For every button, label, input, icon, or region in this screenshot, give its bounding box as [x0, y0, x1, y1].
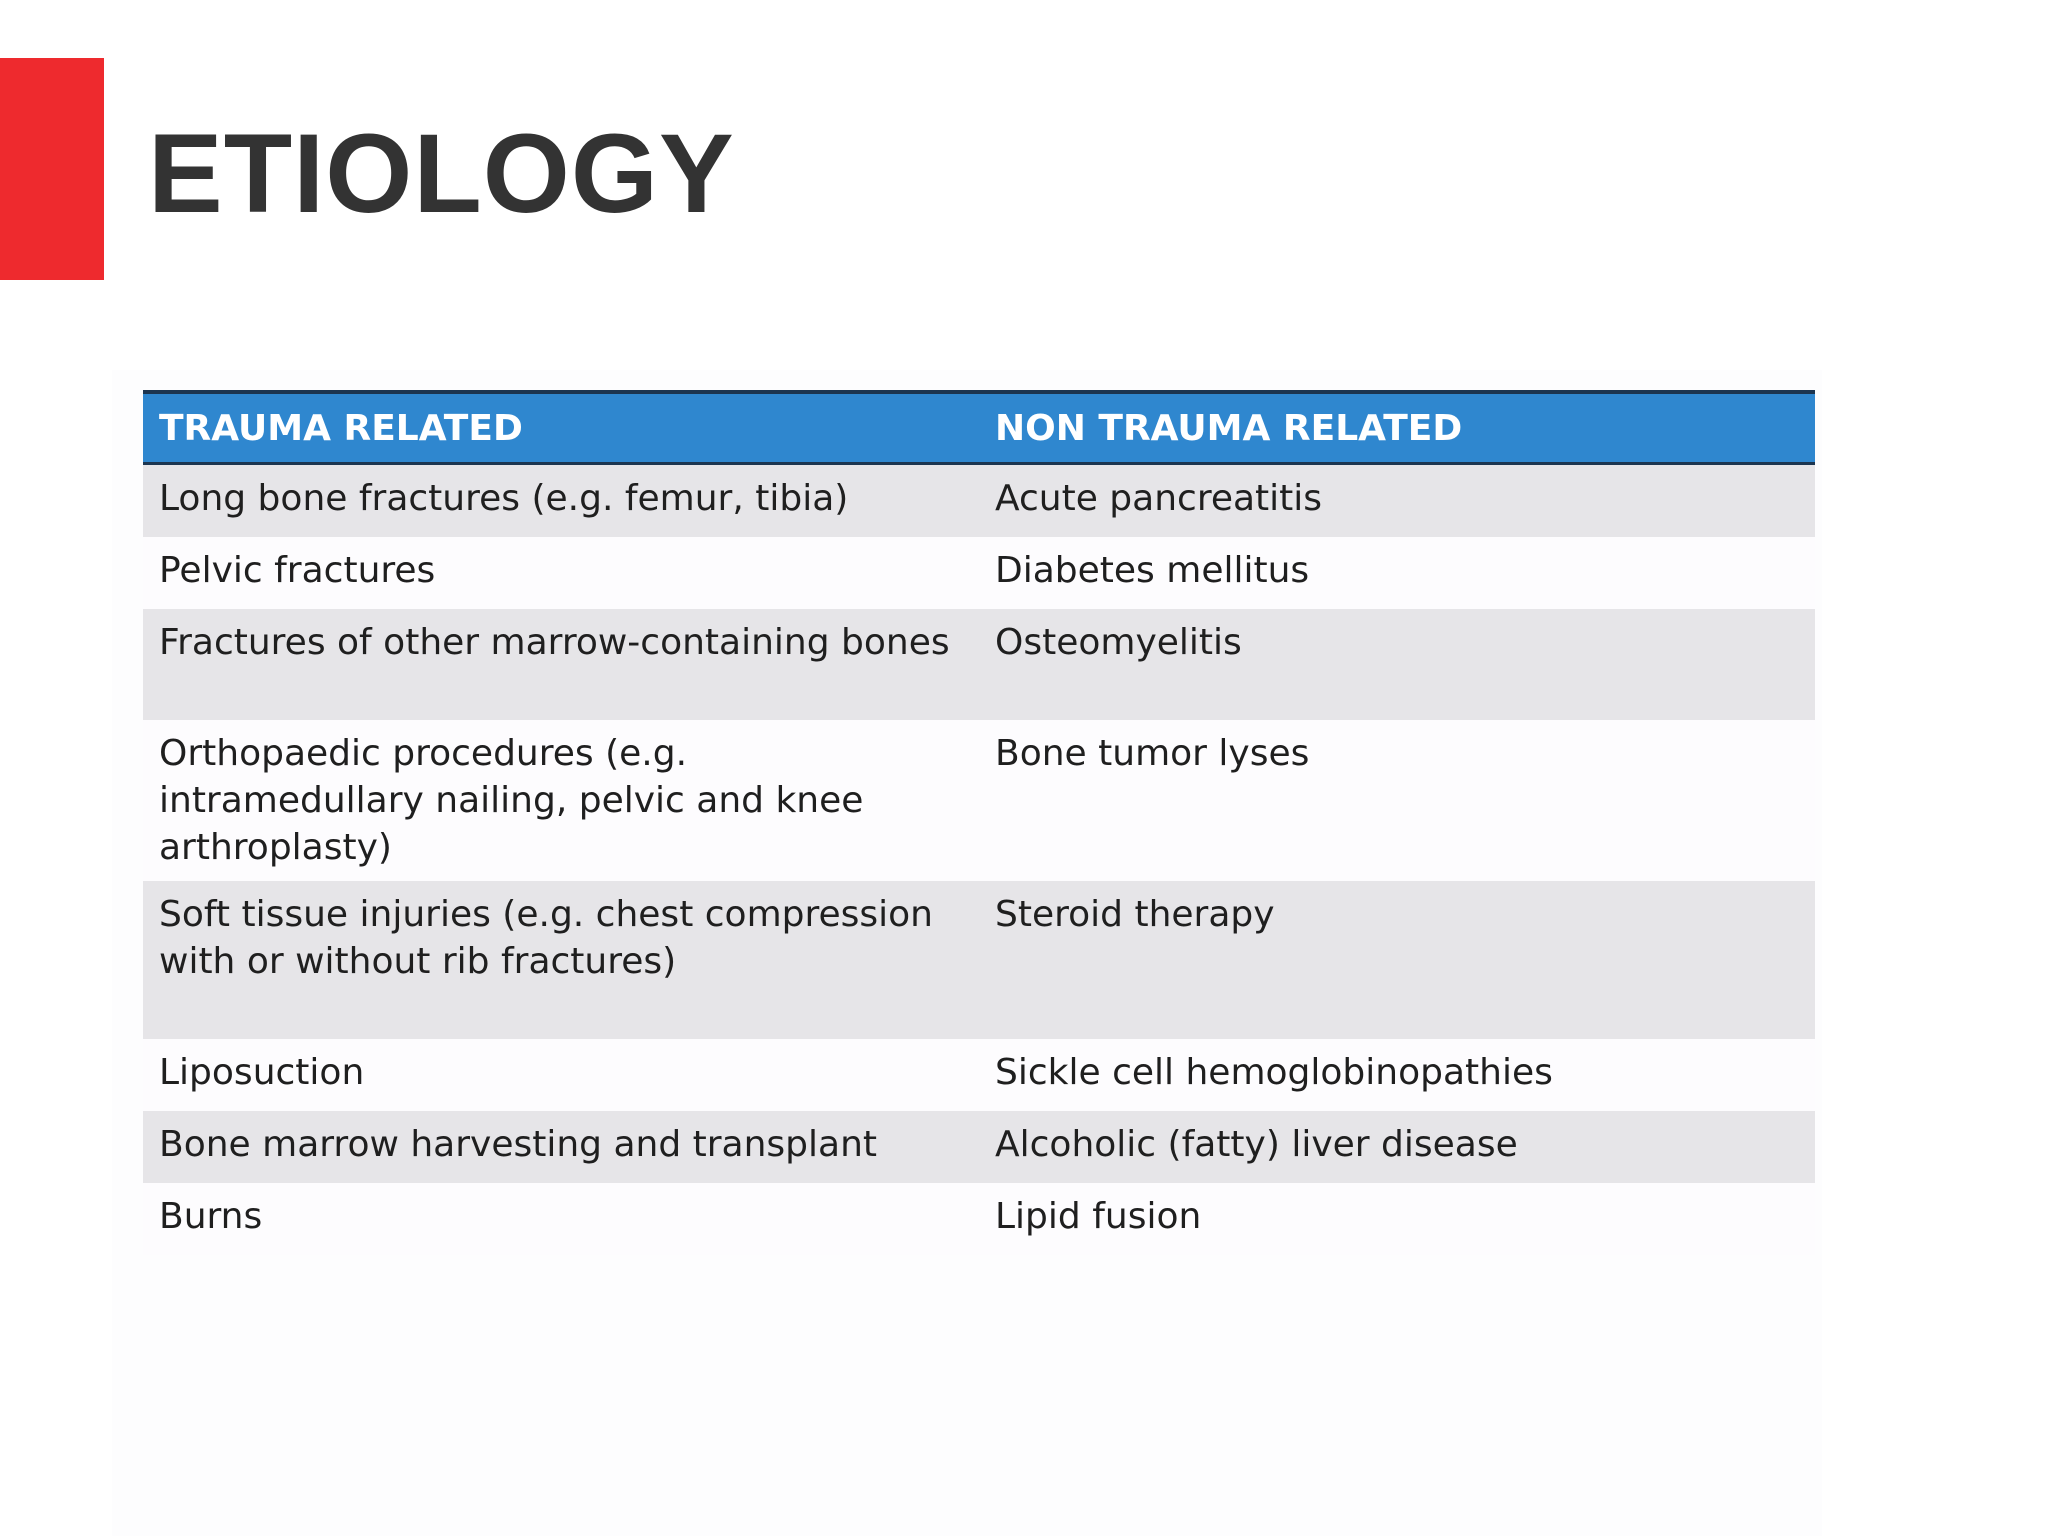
table-row — [143, 881, 1815, 1039]
trauma-cell: Liposuction — [143, 1039, 979, 1111]
trauma-cell: Long bone fractures (e.g. femur, tibia) — [143, 464, 979, 538]
non-trauma-cell: Diabetes mellitus — [979, 537, 1815, 609]
etiology-table — [143, 390, 1815, 1255]
table-row — [143, 1039, 1815, 1111]
table-row — [143, 537, 1815, 609]
non-trauma-cell: Bone tumor lyses — [979, 720, 1815, 881]
non-trauma-cell: Alcoholic (fatty) liver disease — [979, 1111, 1815, 1183]
non-trauma-cell: Osteomyelitis — [979, 609, 1815, 720]
trauma-cell: Soft tissue injuries (e.g. chest compression with or without rib fractures) — [143, 881, 979, 1039]
header-non-trauma-related: NON TRAUMA RELATED — [979, 392, 1815, 464]
table-row — [143, 464, 1815, 538]
trauma-cell: Burns — [143, 1183, 979, 1255]
table-row — [143, 1111, 1815, 1183]
table-row — [143, 720, 1815, 881]
title-accent-bar — [0, 58, 104, 280]
non-trauma-cell: Lipid fusion — [979, 1183, 1815, 1255]
trauma-cell: Fractures of other marrow-containing bones — [143, 609, 979, 720]
table-header-row — [143, 392, 1815, 464]
non-trauma-cell: Steroid therapy — [979, 881, 1815, 1039]
non-trauma-cell: Acute pancreatitis — [979, 464, 1815, 538]
trauma-cell: Bone marrow harvesting and transplant — [143, 1111, 979, 1183]
trauma-cell: Orthopaedic procedures (e.g. intramedullary nailing, pelvic and knee arthroplasty) — [143, 720, 979, 881]
slide-title: ETIOLOGY — [148, 111, 735, 236]
header-trauma-related: TRAUMA RELATED — [143, 392, 979, 464]
table-row — [143, 609, 1815, 720]
trauma-cell: Pelvic fractures — [143, 537, 979, 609]
table-row — [143, 1183, 1815, 1255]
non-trauma-cell: Sickle cell hemoglobinopathies — [979, 1039, 1815, 1111]
